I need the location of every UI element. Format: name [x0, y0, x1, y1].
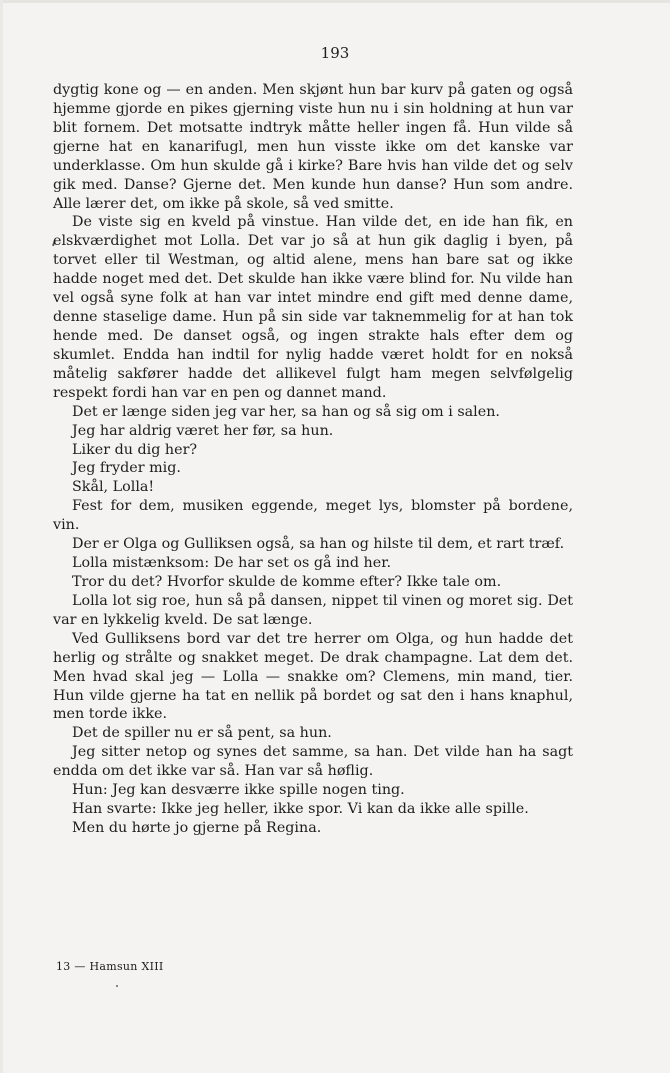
paragraph: Hun: Jeg kan desværre ikke spille nogen ting. — [72, 782, 405, 799]
page-number: 193 — [320, 44, 350, 62]
paragraph: Tror du det? Hvorfor skulde de komme efter? Ikke tale om. — [72, 573, 502, 590]
paragraph: Der er Olga og Gulliksen også, sa han og hilste til dem, et rart træf. — [72, 536, 565, 553]
paragraph: De viste sig en kveld på vinstue. Han vilde det, en ide han fik, en elskværdighet mot Lolla. Det var jo så at hun gik daglig i byen, på torvet eller til Westman, og altid alene, mens han bare sat og ikke hadde noget med det. Det skulde han ikke være blind for. Nu vilde han vel også syne folk at han var intet mindre end gift med denne dame, denne staselige dame. Hun på sin side var taknemmelig for at han tok hende med. De danset også, og ingen strakte hals efter dem og skumlet. Endda han indtil for nylig hadde været holdt for en nokså måtelig sakfører hadde det allikevel fulgt ham megen selvfølgelig respekt fordi han var en pen og dannet mand. — [53, 214, 573, 401]
paragraph: dygtig kone og — en anden. Men skjønt hun bar kurv på gaten og også hjemme gjorde en pikes gjerning viste hun nu i sin holdning at hun var blit fornem. Det motsatte indtryk måtte heller ingen få. Hun vilde så gjerne hat en kanarifugl, men hun visste ikke om det kanske var underklasse. Om hun skulde gå i kirke? Bare hvis han vilde det og selv gik med. Danse? Gjerne det. Men kunde hun danse? Hun som andre. Alle lærer det, om ikke på skole, så ved smitte. — [53, 82, 573, 212]
paragraph: Det de spiller nu er så pent, sa hun. — [72, 725, 332, 742]
paragraph: Jeg fryder mig. — [72, 460, 181, 477]
paragraph: Fest for dem, musiken eggende, meget lys, blomster på bordene, vin. — [53, 498, 573, 534]
paragraph: Ved Gulliksens bord var det tre herrer om Olga, og hun hadde det herlig og strålte og snakket meget. De drak champagne. Lat dem det. Men hvad skal jeg — Lolla — snakke om? Clemens, min mand, tier. Hun vilde gjerne ha tat en nellik på bordet og sat den i hans knaphul, men torde ikke. — [53, 630, 573, 723]
signature-dot — [116, 985, 118, 987]
paragraph: Men du hørte jo gjerne på Regina. — [72, 819, 322, 836]
page-left-edge — [0, 0, 3, 1073]
paragraph: Jeg har aldrig været her før, sa hun. — [72, 422, 334, 439]
paragraph: Jeg sitter netop og synes det samme, sa han. Det vilde han ha sagt endda om det ikke var så. Han var så høflig. — [53, 744, 573, 780]
paragraph: Det er længe siden jeg var her, sa han og så sig om i salen. — [72, 403, 500, 420]
body-text — [53, 81, 573, 838]
paragraph: Skål, Lolla! — [72, 479, 155, 496]
paragraph: Lolla mistænksom: De har set os gå ind her. — [72, 555, 392, 572]
paragraph: Lolla lot sig roe, hun så på dansen, nippet til vinen og moret sig. Det var en lykkelig kveld. De sat længe. — [53, 592, 573, 628]
paragraph: Liker du dig her? — [72, 441, 198, 458]
signature-mark: 13 — Hamsun XIII — [56, 960, 164, 973]
page-top-edge — [0, 0, 670, 3]
paragraph: Han svarte: Ikke jeg heller, ikke spor. Vi kan da ikke alle spille. — [72, 801, 529, 818]
